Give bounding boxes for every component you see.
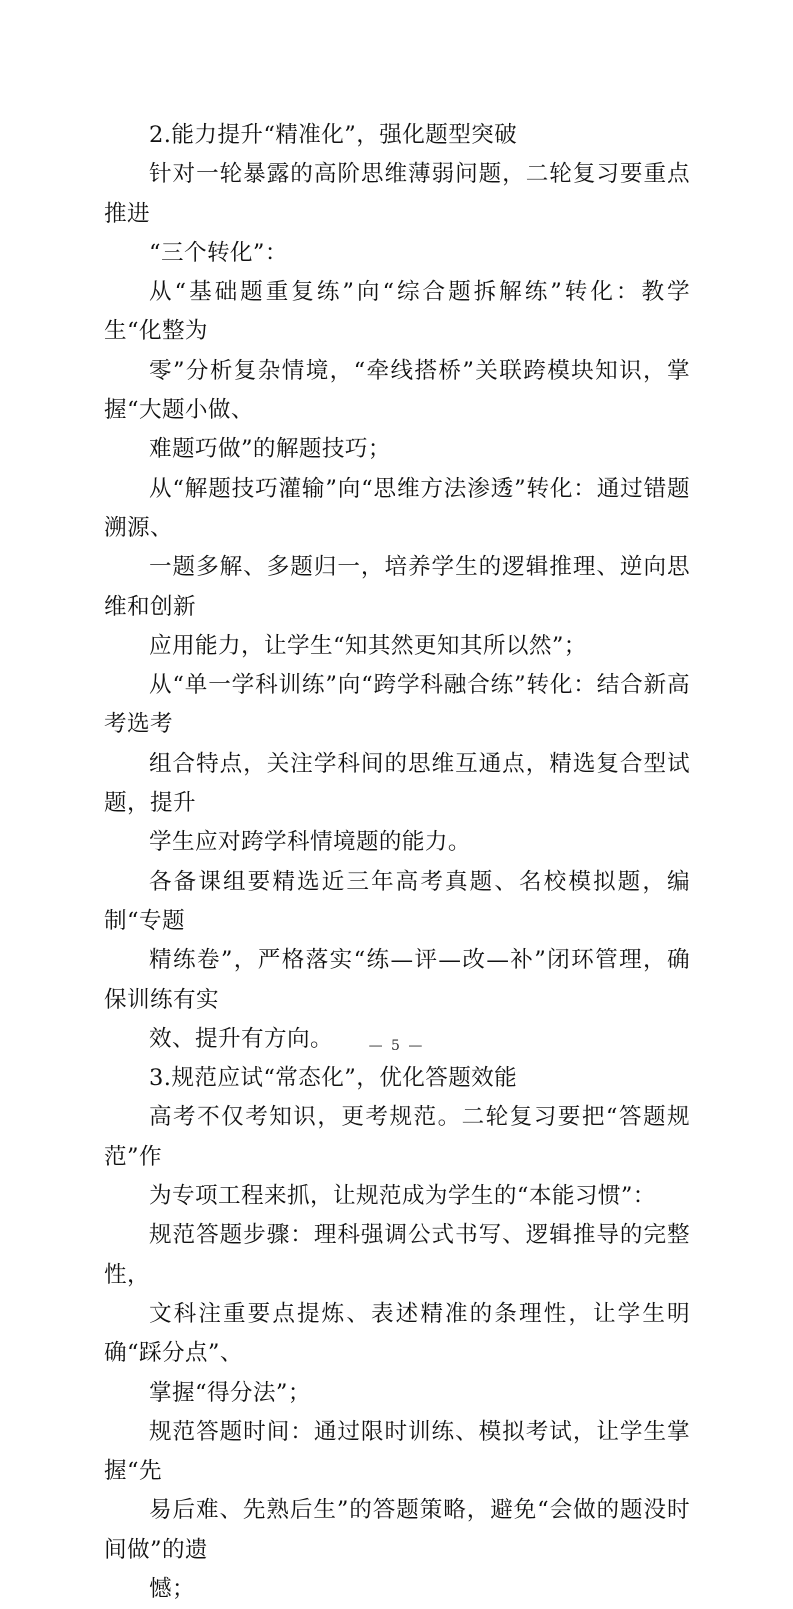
paragraph-p-convert-1: [104, 273, 690, 469]
text-line: 零”分析复杂情境，“牵线搭桥”关联跨模块知识，掌握“大题小做、: [104, 357, 690, 424]
paragraph-heading-2: [104, 116, 690, 155]
text-line: 为专项工程来抓，让规范成为学生的“本能习惯”：: [149, 1183, 656, 1210]
text-line: “三个转化”：: [149, 239, 288, 266]
text-line: 3.规范应试“常态化”，优化答题效能: [149, 1065, 518, 1092]
paragraph-p-time: [104, 1413, 690, 1609]
text-line: 应用能力，让学生“知其然更知其所以然”；: [149, 632, 587, 659]
text-line: 憾；: [149, 1575, 195, 1602]
text-line: 各备课组要精选近三年高考真题、名校模拟题，编制“专题: [104, 868, 690, 934]
text-line: 文科注重要点提炼、表述精准的条理性，让学生明确“踩分点”、: [104, 1300, 690, 1367]
text-line: 从“解题技巧灌输”向“思维方法渗透”转化：通过错题溯源、: [104, 475, 690, 541]
text-line: 效、提升有方向。: [149, 1025, 333, 1052]
text-line: 组合特点，关注学科间的思维互通点，精选复合型试题，提升: [104, 750, 690, 817]
text-line: 掌握“得分法”；: [149, 1379, 311, 1406]
text-line: 易后难、先熟后生”的答题策略，避免“会做的题没时间做”的遗: [104, 1497, 690, 1563]
paragraph-p-intro-3: [104, 1098, 690, 1216]
text-line: 高考不仅考知识，更考规范。二轮复习要把“答题规范”作: [104, 1104, 690, 1170]
paragraph-p-prep: [104, 863, 690, 1059]
page-number: — 5 —: [368, 1038, 425, 1054]
text-line: 从“单一学科训练”向“跨学科融合练”转化：结合新高考选考: [104, 672, 690, 738]
text-line: 2.能力提升“精准化”，强化题型突破: [149, 122, 518, 148]
text-line: 规范答题步骤：理科强调公式书写、逻辑推导的完整性，: [104, 1222, 690, 1288]
paragraph-heading-3: [104, 1059, 690, 1098]
text-line: 精练卷”，严格落实“练—评—改—补”闭环管理，确保训练有实: [104, 947, 690, 1013]
text-line: 规范答题时间：通过限时训练、模拟考试，让学生掌握“先: [104, 1418, 690, 1485]
text-line: 学生应对跨学科情境题的能力。: [149, 829, 471, 856]
paragraph-p-steps: [104, 1216, 690, 1412]
text-line: 从“基础题重复练”向“综合题拆解练”转化：教学生“化整为: [104, 279, 690, 345]
document-body: [104, 116, 690, 1609]
text-line: 针对一轮暴露的高阶思维薄弱问题，二轮复习要重点推进: [104, 161, 690, 227]
text-line: 难题巧做”的解题技巧；: [149, 436, 391, 463]
paragraph-p-convert-3: [104, 666, 690, 862]
text-line: 一题多解、多题归一，培养学生的逻辑推理、逆向思维和创新: [104, 554, 690, 620]
paragraph-p-intro-2: [104, 155, 690, 273]
paragraph-p-convert-2: [104, 470, 690, 666]
